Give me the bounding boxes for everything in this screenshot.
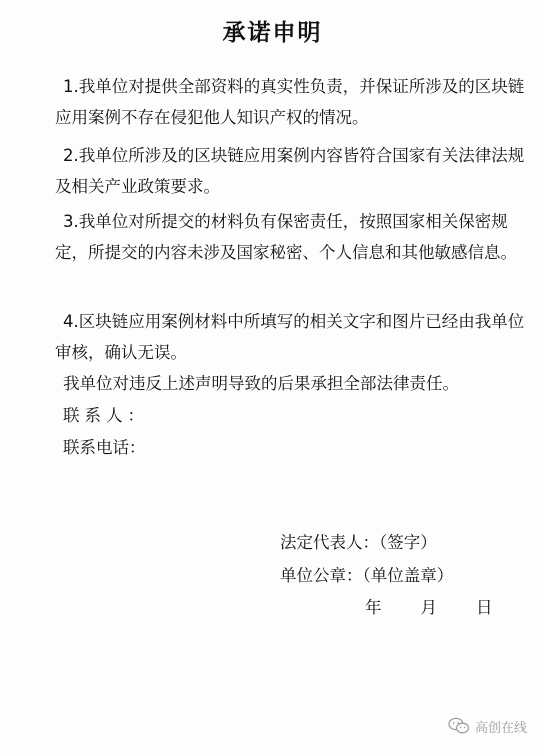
document-title: 承诺申明 <box>222 20 323 46</box>
legal-representative-line: 法定代表人：（签字） <box>280 533 437 552</box>
statement-paragraph-3: 3.我单位对所提交的材料负有保密责任，按照国家相关保密规定，所提交的内容未涉及国家秘密、个人信息和其他敏感信息。 <box>55 212 517 262</box>
watermark-text: 高创在线 <box>475 720 528 736</box>
watermark <box>448 715 527 737</box>
statement-paragraph-2: 2.我单位所涉及的区块链应用案例内容皆符合国家有关法律法规及相关产业政策要求。 <box>55 146 525 196</box>
wechat-icon <box>448 717 470 735</box>
closing-statement: 我单位对违反上述声明导致的后果承担全部法律责任。 <box>63 374 459 393</box>
statement-paragraph-1: 1.我单位对提供全部资料的真实性负责，并保证所涉及的区块链应用案例不存在侵犯他人知识产权的情况。 <box>55 77 525 127</box>
contact-phone-label: 联系电话： <box>63 438 146 457</box>
date-line: 年 月 日 <box>365 598 495 617</box>
statement-paragraph-4: 4.区块链应用案例材料中所填写的相关文字和图片已经由我单位审核，确认无误。 <box>55 312 525 362</box>
contact-person-label: 联系人： <box>63 406 149 425</box>
company-seal-line: 单位公章：（单位盖章） <box>280 566 454 585</box>
